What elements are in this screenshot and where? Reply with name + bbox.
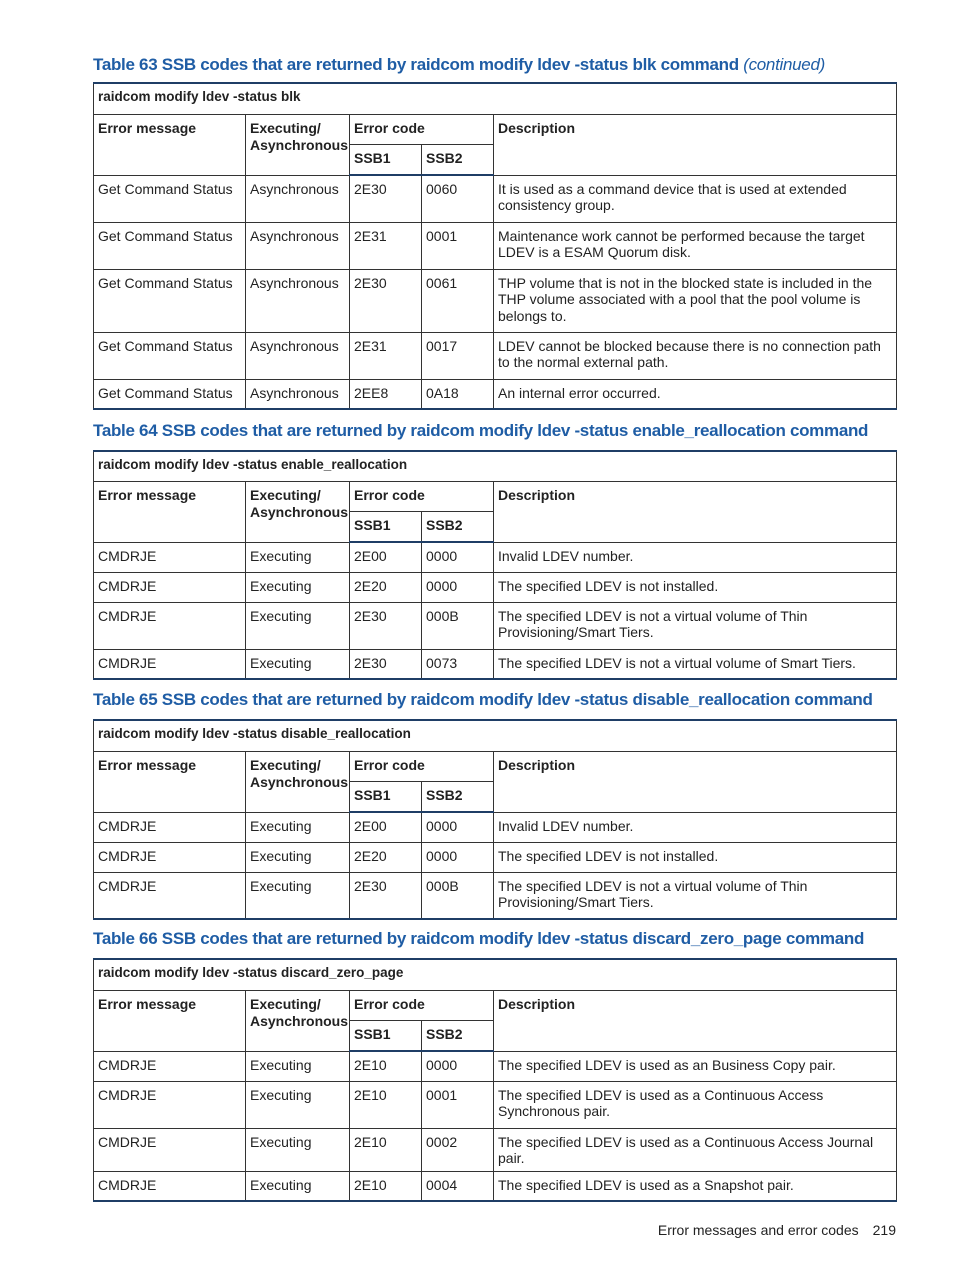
cell-description: The specified LDEV is not a virtual volume of Thin Provisioning/Smart Tiers.: [494, 872, 897, 919]
table-66-grid: [93, 958, 897, 1202]
cell-error-message: CMDRJE: [94, 1081, 246, 1128]
cell-error-message: Get Command Status: [94, 332, 246, 379]
table-63-caption-text: Table 63 SSB codes that are returned by raidcom modify ldev -status blk command: [93, 55, 739, 74]
cell-ssb1: 2E30: [350, 602, 422, 649]
cell-ssb1: 2E10: [350, 1171, 422, 1201]
cell-description: The specified LDEV is used as a Continuous Access Journal pair.: [494, 1128, 897, 1171]
cell-description: An internal error occurred.: [494, 379, 897, 409]
cell-exec-async: Executing: [246, 1051, 350, 1081]
cell-error-message: CMDRJE: [94, 542, 246, 572]
page-number: 219: [872, 1222, 896, 1238]
cell-ssb2: 0002: [422, 1128, 494, 1171]
table-row: [94, 602, 897, 649]
cell-ssb2: 0073: [422, 649, 494, 679]
cell-ssb1: 2E30: [350, 872, 422, 919]
cell-ssb1: 2E31: [350, 332, 422, 379]
cell-ssb1: 2E30: [350, 175, 422, 222]
table-65-caption: [93, 690, 873, 710]
table-64-grid: [93, 450, 897, 680]
cell-description: LDEV cannot be blocked because there is no connection path to the normal external path.: [494, 332, 897, 379]
table-row: [94, 332, 897, 379]
cell-error-message: Get Command Status: [94, 379, 246, 409]
cell-ssb1: 2E20: [350, 572, 422, 602]
cell-exec-async: Asynchronous: [246, 175, 350, 222]
table-row: [94, 1081, 897, 1128]
table-row: [94, 1051, 897, 1081]
cell-ssb2: 0061: [422, 269, 494, 332]
header-error-code: Error code: [350, 991, 494, 1021]
cell-exec-async: Executing: [246, 1171, 350, 1201]
table-63: [93, 82, 897, 410]
header-exec-async: Executing/ Asynchronous: [246, 115, 350, 176]
cell-error-message: CMDRJE: [94, 872, 246, 919]
table-row: [94, 1128, 897, 1171]
cell-exec-async: Executing: [246, 812, 350, 842]
cell-exec-async: Asynchronous: [246, 379, 350, 409]
table-row: [94, 269, 897, 332]
header-ssb2: SSB2: [422, 512, 494, 543]
cell-description: Maintenance work cannot be performed because the target LDEV is a ESAM Quorum disk.: [494, 222, 897, 269]
cell-error-message: CMDRJE: [94, 572, 246, 602]
cell-description: The specified LDEV is used as a Continuous Access Synchronous pair.: [494, 1081, 897, 1128]
header-description: Description: [494, 991, 897, 1052]
table-65: [93, 719, 897, 920]
header-description: Description: [494, 115, 897, 176]
command-signature: raidcom modify ldev -status blk: [94, 83, 897, 115]
cell-ssb1: 2E31: [350, 222, 422, 269]
cell-ssb2: 0000: [422, 812, 494, 842]
cell-ssb1: 2EE8: [350, 379, 422, 409]
cell-ssb1: 2E00: [350, 542, 422, 572]
table-64-caption: [93, 421, 868, 441]
cell-ssb2: 000B: [422, 602, 494, 649]
table-64-caption-text: Table 64 SSB codes that are returned by raidcom modify ldev -status enable_reallocation command: [93, 421, 869, 440]
cell-ssb2: 0A18: [422, 379, 494, 409]
cell-ssb2: 0004: [422, 1171, 494, 1201]
header-ssb2: SSB2: [422, 1021, 494, 1052]
header-exec-async: Executing/ Asynchronous: [246, 991, 350, 1052]
cell-error-message: CMDRJE: [94, 1128, 246, 1171]
cell-ssb2: 0000: [422, 572, 494, 602]
cell-exec-async: Executing: [246, 1128, 350, 1171]
header-description: Description: [494, 752, 897, 813]
cell-exec-async: Executing: [246, 649, 350, 679]
table-64: [93, 450, 897, 680]
header-ssb1: SSB1: [350, 782, 422, 813]
header-ssb1: SSB1: [350, 1021, 422, 1052]
cell-exec-async: Executing: [246, 1081, 350, 1128]
footer-section-title: Error messages and error codes: [657, 1222, 859, 1238]
cell-ssb1: 2E30: [350, 269, 422, 332]
header-error-message: Error message: [94, 752, 246, 813]
header-exec-async: Executing/ Asynchronous: [246, 482, 350, 543]
table-row: [94, 872, 897, 919]
header-description: Description: [494, 482, 897, 543]
table-66-caption-text: Table 66 SSB codes that are returned by raidcom modify ldev -status discard_zero_page command: [93, 929, 865, 948]
table-63-caption: [93, 55, 825, 75]
command-signature: raidcom modify ldev -status enable_reallocation: [94, 451, 897, 482]
cell-exec-async: Executing: [246, 542, 350, 572]
cell-description: The specified LDEV is not installed.: [494, 572, 897, 602]
table-row: [94, 572, 897, 602]
table-65-grid: [93, 719, 897, 920]
header-exec-async: Executing/ Asynchronous: [246, 752, 350, 813]
table-row: [94, 842, 897, 872]
page-footer: [658, 1222, 896, 1238]
table-65-caption-text: Table 65 SSB codes that are returned by raidcom modify ldev -status disable_reallocation command: [93, 690, 873, 709]
header-error-message: Error message: [94, 991, 246, 1052]
cell-ssb1: 2E30: [350, 649, 422, 679]
header-error-message: Error message: [94, 115, 246, 176]
header-ssb2: SSB2: [422, 782, 494, 813]
cell-exec-async: Asynchronous: [246, 332, 350, 379]
cell-error-message: CMDRJE: [94, 1171, 246, 1201]
header-ssb1: SSB1: [350, 145, 422, 176]
cell-ssb2: 0017: [422, 332, 494, 379]
cell-error-message: Get Command Status: [94, 175, 246, 222]
cell-ssb2: 0001: [422, 1081, 494, 1128]
header-error-code: Error code: [350, 752, 494, 782]
table-row: [94, 542, 897, 572]
cell-ssb2: 0060: [422, 175, 494, 222]
cell-exec-async: Executing: [246, 602, 350, 649]
cell-exec-async: Executing: [246, 572, 350, 602]
cell-error-message: Get Command Status: [94, 269, 246, 332]
cell-ssb2: 000B: [422, 872, 494, 919]
header-ssb2: SSB2: [422, 145, 494, 176]
cell-description: The specified LDEV is not installed.: [494, 842, 897, 872]
cell-description: THP volume that is not in the blocked state is included in the THP volume associated with a pool that the pool volume is belongs to.: [494, 269, 897, 332]
cell-exec-async: Asynchronous: [246, 222, 350, 269]
cell-error-message: CMDRJE: [94, 1051, 246, 1081]
cell-ssb1: 2E20: [350, 842, 422, 872]
table-row: [94, 379, 897, 409]
cell-ssb1: 2E00: [350, 812, 422, 842]
cell-ssb2: 0000: [422, 1051, 494, 1081]
cell-description: The specified LDEV is not a virtual volume of Thin Provisioning/Smart Tiers.: [494, 602, 897, 649]
cell-ssb2: 0001: [422, 222, 494, 269]
table-66: [93, 958, 897, 1202]
table-63-caption-continued: (continued): [743, 55, 825, 74]
header-error-message: Error message: [94, 482, 246, 543]
command-signature: raidcom modify ldev -status disable_reallocation: [94, 720, 897, 752]
cell-ssb1: 2E10: [350, 1051, 422, 1081]
cell-description: The specified LDEV is used as a Snapshot pair.: [494, 1171, 897, 1201]
cell-ssb2: 0000: [422, 842, 494, 872]
header-error-code: Error code: [350, 482, 494, 512]
table-row: [94, 649, 897, 679]
cell-description: The specified LDEV is used as an Business Copy pair.: [494, 1051, 897, 1081]
table-row: [94, 175, 897, 222]
cell-error-message: Get Command Status: [94, 222, 246, 269]
cell-description: Invalid LDEV number.: [494, 542, 897, 572]
cell-description: The specified LDEV is not a virtual volume of Smart Tiers.: [494, 649, 897, 679]
header-error-code: Error code: [350, 115, 494, 145]
cell-description: It is used as a command device that is used at extended consistency group.: [494, 175, 897, 222]
cell-exec-async: Executing: [246, 842, 350, 872]
cell-ssb1: 2E10: [350, 1081, 422, 1128]
cell-error-message: CMDRJE: [94, 842, 246, 872]
table-row: [94, 1171, 897, 1201]
table-66-caption: [93, 929, 864, 949]
table-row: [94, 222, 897, 269]
cell-error-message: CMDRJE: [94, 602, 246, 649]
cell-exec-async: Executing: [246, 872, 350, 919]
command-signature: raidcom modify ldev -status discard_zero_page: [94, 959, 897, 991]
cell-error-message: CMDRJE: [94, 812, 246, 842]
table-63-grid: [93, 82, 897, 410]
cell-exec-async: Asynchronous: [246, 269, 350, 332]
cell-description: Invalid LDEV number.: [494, 812, 897, 842]
cell-error-message: CMDRJE: [94, 649, 246, 679]
cell-ssb1: 2E10: [350, 1128, 422, 1171]
table-row: [94, 812, 897, 842]
header-ssb1: SSB1: [350, 512, 422, 543]
cell-ssb2: 0000: [422, 542, 494, 572]
